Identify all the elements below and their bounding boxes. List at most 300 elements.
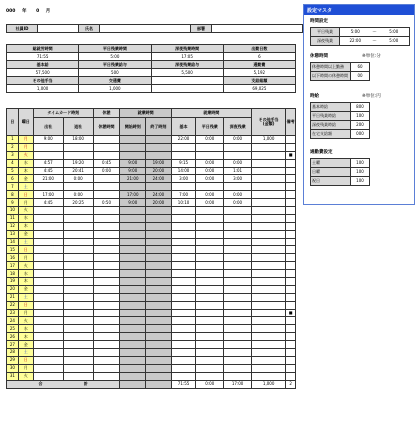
month-suffix: 月 <box>45 9 51 14</box>
time-setting-sep: ～ <box>371 28 379 37</box>
note-cell[interactable] <box>286 278 296 286</box>
other-allowance-cell[interactable] <box>252 356 286 364</box>
rest-cell[interactable] <box>93 270 120 278</box>
clock-in-cell[interactable]: 9:00 <box>33 136 63 144</box>
rest-cell[interactable] <box>93 191 120 199</box>
basic-header: 基本 <box>171 118 196 136</box>
weekday-cell: 火 <box>18 372 33 380</box>
dept-field[interactable] <box>212 25 303 33</box>
note-cell[interactable] <box>286 341 296 349</box>
settings-panel <box>303 4 415 205</box>
night-ot-cell: 0:00 <box>224 191 252 199</box>
rest-cell[interactable] <box>93 285 120 293</box>
clock-in-cell[interactable]: 21:00 <box>33 175 63 183</box>
rest-cell[interactable] <box>93 238 120 246</box>
other-allowance-cell[interactable] <box>252 301 286 309</box>
basic-cell <box>171 293 196 301</box>
weekday-cell: 日 <box>18 301 33 309</box>
total-label-2: 計 <box>83 381 88 387</box>
other-allowance-cell[interactable] <box>252 214 286 222</box>
note-cell[interactable] <box>286 222 296 230</box>
clock-out-cell[interactable] <box>63 341 93 349</box>
clock-in-cell[interactable]: 4:45 <box>33 167 63 175</box>
time-setting-sep: ～ <box>371 37 379 46</box>
time-settings-title: 時間設定 <box>310 19 328 24</box>
basic-cell <box>171 356 196 364</box>
name-label: 氏名 <box>79 25 100 33</box>
start-time-cell <box>120 136 146 144</box>
start-time-cell <box>120 301 146 309</box>
start-time-cell <box>120 151 146 159</box>
weekday-ot-cell <box>196 285 224 293</box>
total-start <box>120 380 146 388</box>
day-cell: 20 <box>7 285 19 293</box>
note-cell[interactable] <box>286 349 296 357</box>
other-allowance-cell[interactable] <box>252 167 286 175</box>
rest-cell[interactable] <box>93 356 120 364</box>
clock-out-cell[interactable] <box>63 356 93 364</box>
rest-setting-label: 以下時間の休憩時間 <box>311 72 351 81</box>
basic-cell <box>171 207 196 215</box>
note-cell[interactable] <box>286 364 296 372</box>
basic-cell <box>171 270 196 278</box>
commute-setting-value[interactable]: 100 <box>351 177 370 186</box>
clock-out-cell[interactable] <box>63 364 93 372</box>
other-allowance-cell[interactable] <box>252 222 286 230</box>
note-cell[interactable] <box>286 238 296 246</box>
clock-out-cell[interactable] <box>63 214 93 222</box>
clock-in-cell[interactable] <box>33 341 63 349</box>
basic-cell <box>171 317 196 325</box>
summary-value: 5:00 <box>79 53 151 61</box>
weekday-ot-cell: 0:00 <box>196 199 224 207</box>
day-cell: 14 <box>7 238 19 246</box>
year-suffix: 年 <box>21 9 27 14</box>
day-cell: 2 <box>7 143 19 151</box>
other-allowance-cell[interactable] <box>252 278 286 286</box>
clock-in-cell[interactable] <box>33 301 63 309</box>
clock-in-cell[interactable] <box>33 333 63 341</box>
table-row <box>7 301 296 309</box>
basic-cell: 9:15 <box>171 159 196 167</box>
rest-cell[interactable] <box>93 293 120 301</box>
rest-cell[interactable] <box>93 254 120 262</box>
weekday-ot-cell <box>196 372 224 380</box>
note-cell[interactable] <box>286 191 296 199</box>
employee-id-field[interactable] <box>38 25 79 33</box>
clock-in-cell[interactable] <box>33 230 63 238</box>
clock-in-cell[interactable]: 4:57 <box>33 159 63 167</box>
time-setting-label: 平日残業 <box>311 28 340 37</box>
other-allowance-cell[interactable] <box>252 199 286 207</box>
time-setting-to[interactable]: 5:00 <box>379 37 410 46</box>
summary-value: 17:05 <box>151 53 223 61</box>
rest-cell[interactable] <box>93 183 120 191</box>
wage-setting-value[interactable]: 200 <box>351 121 370 130</box>
note-cell[interactable] <box>286 325 296 333</box>
start-time-cell: 21:00 <box>120 175 146 183</box>
clock-in-cell[interactable] <box>33 364 63 372</box>
clock-out-cell[interactable] <box>63 309 93 317</box>
note-cell[interactable] <box>286 293 296 301</box>
total-weekday-ot: 0:00 <box>196 380 224 388</box>
clock-out-cell[interactable]: 19:20 <box>63 159 93 167</box>
clock-out-cell[interactable]: 18:00 <box>63 136 93 144</box>
clock-out-cell[interactable] <box>63 372 93 380</box>
rest-cell[interactable] <box>93 341 120 349</box>
other-allowance-cell[interactable] <box>252 317 286 325</box>
note-cell[interactable] <box>286 159 296 167</box>
other-allowance-cell[interactable] <box>252 325 286 333</box>
night-ot-cell: 1:01 <box>224 167 252 175</box>
summary-label: 通勤費 <box>223 61 295 69</box>
clock-out-cell[interactable] <box>63 270 93 278</box>
summary-label: 総就労時間 <box>7 45 79 53</box>
clock-in-cell[interactable] <box>33 143 63 151</box>
other-allowance-cell[interactable] <box>252 207 286 215</box>
weekday-cell: 木 <box>18 278 33 286</box>
day-cell: 17 <box>7 262 19 270</box>
clock-out-cell[interactable] <box>63 325 93 333</box>
basic-cell <box>171 278 196 286</box>
weekday-ot-cell: 0:00 <box>196 159 224 167</box>
other-allowance-cell[interactable] <box>252 143 286 151</box>
clock-in-cell[interactable] <box>33 254 63 262</box>
weekday-ot-cell <box>196 238 224 246</box>
rest-cell[interactable] <box>93 262 120 270</box>
clock-out-cell[interactable] <box>63 333 93 341</box>
table-row <box>7 175 296 183</box>
rest-cell[interactable] <box>93 333 120 341</box>
clock-out-cell[interactable]: 0:00 <box>63 191 93 199</box>
time-setting-to[interactable]: 5:00 <box>379 28 410 37</box>
clock-out-cell[interactable] <box>63 254 93 262</box>
other-allowance-cell[interactable] <box>252 372 286 380</box>
note-cell[interactable] <box>286 301 296 309</box>
start-time-cell <box>120 207 146 215</box>
rest-cell[interactable] <box>93 230 120 238</box>
clock-in-cell[interactable] <box>33 238 63 246</box>
clock-in-cell[interactable] <box>33 325 63 333</box>
clock-in-cell[interactable] <box>33 317 63 325</box>
weekday-ot-cell <box>196 230 224 238</box>
note-cell[interactable] <box>286 246 296 254</box>
commute-setting-label: 日曜 <box>311 168 351 177</box>
night-ot-cell <box>224 341 252 349</box>
rest-setting-value[interactable]: 60 <box>351 63 370 72</box>
end-time-cell <box>146 222 172 230</box>
table-row <box>7 293 296 301</box>
note-cell[interactable] <box>286 143 296 151</box>
rest-cell[interactable]: 0:45 <box>93 159 120 167</box>
weekday-ot-cell: 0:00 <box>196 175 224 183</box>
table-row <box>7 222 296 230</box>
rest-cell[interactable] <box>93 364 120 372</box>
employee-id-label: 社員ID <box>7 25 38 33</box>
weekday-cell: 月 <box>18 199 33 207</box>
total-night-ot: 17:00 <box>224 380 252 388</box>
note-header: 備考 <box>286 109 296 136</box>
wage-setting-value[interactable]: 000 <box>351 130 370 139</box>
basic-cell <box>171 262 196 270</box>
start-time-cell <box>120 325 146 333</box>
other-allowance-cell[interactable] <box>252 293 286 301</box>
basic-cell <box>171 143 196 151</box>
rest-cell[interactable] <box>93 325 120 333</box>
clock-in-cell[interactable] <box>33 222 63 230</box>
clock-out-cell[interactable] <box>63 151 93 159</box>
summary-value <box>151 85 223 93</box>
start-time-cell <box>120 293 146 301</box>
clock-in-cell[interactable]: 17:00 <box>33 191 63 199</box>
summary-value: 6 <box>223 53 295 61</box>
name-field[interactable] <box>100 25 191 33</box>
other-allowance-cell[interactable] <box>252 349 286 357</box>
end-time-cell: 24:00 <box>146 191 172 199</box>
other-allowance-cell[interactable] <box>252 341 286 349</box>
weekday-ot-cell <box>196 349 224 357</box>
day-cell: 31 <box>7 372 19 380</box>
other-allowance-cell[interactable]: 1,000 <box>252 136 286 144</box>
night-ot-cell <box>224 270 252 278</box>
wage-setting-value[interactable]: 800 <box>351 103 370 112</box>
other-allowance-cell[interactable] <box>252 230 286 238</box>
clock-out-cell[interactable] <box>63 246 93 254</box>
day-cell: 8 <box>7 191 19 199</box>
clock-in-cell[interactable] <box>33 183 63 191</box>
night-ot-cell <box>224 356 252 364</box>
weekday-cell: 月 <box>18 309 33 317</box>
night-ot-cell <box>224 372 252 380</box>
start-time-cell <box>120 372 146 380</box>
other-allowance-cell[interactable] <box>252 333 286 341</box>
time-setting-label: 深夜残業 <box>311 37 340 46</box>
commute-setting-value[interactable]: 100 <box>351 168 370 177</box>
other-allowance-cell[interactable] <box>252 262 286 270</box>
weekday-ot-cell <box>196 151 224 159</box>
clock-in-cell[interactable] <box>33 262 63 270</box>
end-time-header: 終了時刻 <box>146 118 172 136</box>
other-allowance-cell[interactable] <box>252 159 286 167</box>
clock-out-cell[interactable] <box>63 262 93 270</box>
day-cell: 29 <box>7 356 19 364</box>
other-allowance-cell[interactable] <box>252 254 286 262</box>
rest-cell[interactable] <box>93 372 120 380</box>
table-row <box>7 167 296 175</box>
wage-setting-value[interactable]: 100 <box>351 112 370 121</box>
summary-value: 500 <box>79 69 151 77</box>
clock-out-cell[interactable]: 20:25 <box>63 199 93 207</box>
rest-cell[interactable] <box>93 214 120 222</box>
clock-in-cell[interactable] <box>33 214 63 222</box>
other-allowance-cell[interactable] <box>252 246 286 254</box>
clock-out-cell[interactable]: 0:00 <box>63 175 93 183</box>
other-allowance-cell[interactable] <box>252 151 286 159</box>
basic-cell <box>171 246 196 254</box>
night-ot-cell: 0:00 <box>224 159 252 167</box>
start-time-cell <box>120 364 146 372</box>
end-time-cell <box>146 285 172 293</box>
day-cell: 1 <box>7 136 19 144</box>
rest-cell[interactable] <box>93 175 120 183</box>
night-ot-cell <box>224 230 252 238</box>
weekday-ot-cell <box>196 214 224 222</box>
other-allowance-cell[interactable] <box>252 191 286 199</box>
basic-cell <box>171 301 196 309</box>
clock-in-cell[interactable] <box>33 293 63 301</box>
weekday-cell: 土 <box>18 293 33 301</box>
start-time-cell <box>120 278 146 286</box>
clock-out-cell[interactable] <box>63 238 93 246</box>
table-row <box>7 238 296 246</box>
weekday-ot-cell <box>196 317 224 325</box>
table-row <box>7 246 296 254</box>
note-cell[interactable] <box>286 136 296 144</box>
clock-in-cell[interactable]: 4:45 <box>33 199 63 207</box>
clock-out-cell[interactable] <box>63 207 93 215</box>
other-allowance-cell[interactable] <box>252 238 286 246</box>
clock-in-cell[interactable] <box>33 246 63 254</box>
clock-in-cell[interactable] <box>33 270 63 278</box>
rest-cell[interactable] <box>93 151 120 159</box>
clock-out-cell[interactable] <box>63 183 93 191</box>
rest-cell[interactable] <box>93 222 120 230</box>
note-cell[interactable]: ■ <box>286 309 296 317</box>
note-cell[interactable] <box>286 183 296 191</box>
clock-in-cell[interactable] <box>33 151 63 159</box>
time-setting-from[interactable]: 5:00 <box>340 28 371 37</box>
note-cell[interactable] <box>286 214 296 222</box>
clock-out-cell[interactable] <box>63 143 93 151</box>
total-end <box>146 380 172 388</box>
rest-cell[interactable] <box>93 309 120 317</box>
rest-unit: ※単位:分 <box>362 54 381 59</box>
day-cell: 21 <box>7 293 19 301</box>
clock-in-cell[interactable] <box>33 278 63 286</box>
rest-cell[interactable]: 0:50 <box>93 199 120 207</box>
clock-out-cell[interactable] <box>63 349 93 357</box>
day-cell: 23 <box>7 309 19 317</box>
clock-in-cell[interactable] <box>33 207 63 215</box>
clock-out-cell[interactable] <box>63 230 93 238</box>
end-time-cell <box>146 278 172 286</box>
rest-cell[interactable]: 0:00 <box>93 167 120 175</box>
calc-time-header: 就業時間 <box>120 109 171 118</box>
night-ot-cell <box>224 333 252 341</box>
other-allowance-cell[interactable] <box>252 309 286 317</box>
clock-out-cell[interactable] <box>63 317 93 325</box>
table-row <box>7 191 296 199</box>
settings-panel-title: 設定マスタ <box>304 5 414 15</box>
note-cell[interactable] <box>286 230 296 238</box>
end-time-cell: 20:00 <box>146 199 172 207</box>
timecard-header: タイムカード時刻 <box>33 109 93 118</box>
table-row <box>7 230 296 238</box>
note-cell[interactable] <box>286 207 296 215</box>
note-cell[interactable] <box>286 317 296 325</box>
rest-setting-label: 休憩時間以上勤務 <box>311 63 351 72</box>
clock-out-cell[interactable] <box>63 222 93 230</box>
time-setting-from[interactable]: 22:00 <box>340 37 371 46</box>
rest-cell[interactable] <box>93 349 120 357</box>
rest-cell[interactable] <box>93 278 120 286</box>
note-cell[interactable]: ■ <box>286 151 296 159</box>
shift-header: 休憩 <box>93 109 120 118</box>
weekday-ot-cell <box>196 278 224 286</box>
note-cell[interactable] <box>286 333 296 341</box>
rest-cell[interactable] <box>93 207 120 215</box>
other-allowance-cell[interactable] <box>252 270 286 278</box>
rest-cell[interactable] <box>93 143 120 151</box>
wage-setting-label: 在宅支給額 <box>311 130 351 139</box>
note-cell[interactable] <box>286 175 296 183</box>
basic-cell <box>171 309 196 317</box>
other-allowance-cell[interactable] <box>252 183 286 191</box>
other-allowance-cell[interactable] <box>252 285 286 293</box>
clock-out-cell[interactable] <box>63 285 93 293</box>
other-allowance-cell[interactable] <box>252 175 286 183</box>
note-cell[interactable] <box>286 262 296 270</box>
day-cell: 28 <box>7 349 19 357</box>
note-cell[interactable] <box>286 254 296 262</box>
clock-in-cell[interactable] <box>33 285 63 293</box>
start-time-header: 開始時刻 <box>120 118 146 136</box>
rest-header: 休憩時間 <box>93 118 120 136</box>
clock-out-cell[interactable] <box>63 293 93 301</box>
total-other: 1,000 <box>252 380 286 388</box>
note-cell[interactable] <box>286 372 296 380</box>
end-time-cell <box>146 333 172 341</box>
basic-cell: 14:00 <box>171 167 196 175</box>
clock-out-cell[interactable]: 20:41 <box>63 167 93 175</box>
note-cell[interactable] <box>286 285 296 293</box>
note-cell[interactable] <box>286 167 296 175</box>
weekday-ot-cell <box>196 364 224 372</box>
start-time-cell <box>120 143 146 151</box>
note-cell[interactable] <box>286 356 296 364</box>
rest-cell[interactable] <box>93 136 120 144</box>
day-cell: 26 <box>7 333 19 341</box>
clock-in-cell[interactable] <box>33 356 63 364</box>
other-allowance-header <box>252 109 286 136</box>
end-time-cell <box>146 270 172 278</box>
day-cell: 3 <box>7 151 19 159</box>
clock-out-cell[interactable] <box>63 278 93 286</box>
clock-in-cell[interactable] <box>33 309 63 317</box>
weekday-cell: 金 <box>18 230 33 238</box>
basic-cell <box>171 214 196 222</box>
commute-setting-value[interactable]: 100 <box>351 159 370 168</box>
note-cell[interactable] <box>286 270 296 278</box>
clock-in-cell[interactable] <box>33 349 63 357</box>
clock-out-cell[interactable] <box>63 301 93 309</box>
basic-cell <box>171 349 196 357</box>
day-cell: 30 <box>7 364 19 372</box>
clock-in-cell[interactable] <box>33 372 63 380</box>
other-allowance-cell[interactable] <box>252 364 286 372</box>
note-cell[interactable] <box>286 199 296 207</box>
summary-value: 5,500 <box>151 69 223 77</box>
rest-setting-value[interactable]: 00 <box>351 72 370 81</box>
commute-settings-title: 通勤費設定 <box>310 150 333 155</box>
rest-cell[interactable] <box>93 301 120 309</box>
table-row <box>7 136 296 144</box>
rest-cell[interactable] <box>93 317 120 325</box>
rest-cell[interactable] <box>93 246 120 254</box>
summary-label: 平日残業給与 <box>79 61 151 69</box>
day-cell: 12 <box>7 222 19 230</box>
day-cell: 27 <box>7 341 19 349</box>
